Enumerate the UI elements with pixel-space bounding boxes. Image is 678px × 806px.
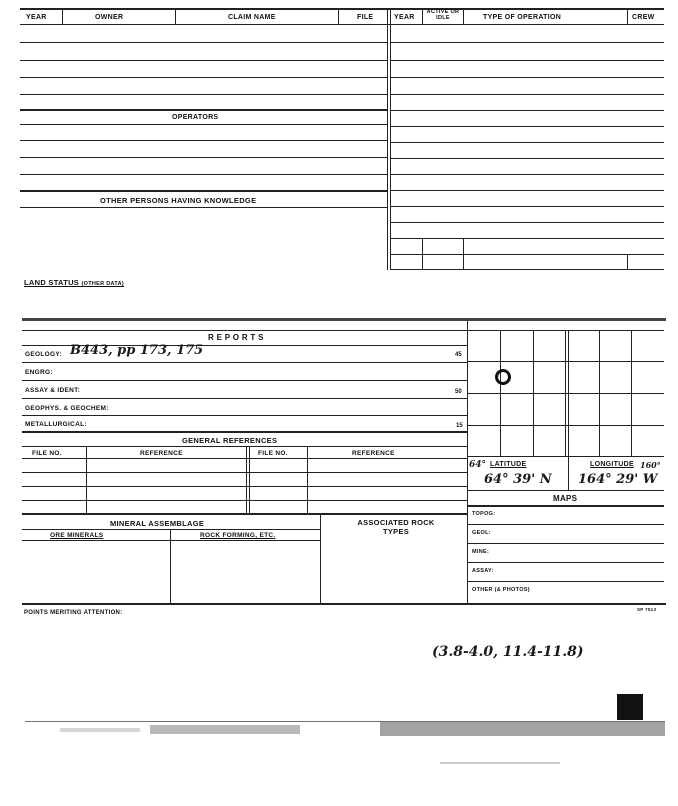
reports-title: R E P O R T S [208,333,264,342]
divider [175,10,176,24]
row-rule [468,543,664,544]
header-active-or-idle: ACTIVE OR IDLE [426,9,460,21]
row-rule [20,157,387,158]
grid-line [468,425,664,426]
associated-rock-types: ASSOCIATED ROCK TYPES [357,518,435,536]
location-marker-icon [495,369,511,385]
longitude-label: LONGITUDE [590,461,634,468]
section-rule [22,431,468,433]
lon-prefix: 160° [640,460,661,470]
row-rule [22,529,320,530]
gen-ref-header-file-2: FILE NO. [258,450,288,457]
row-rule [20,60,387,61]
header-crew: CREW [632,14,655,21]
maps-geol: GEOL: [472,530,491,536]
maps-topog: TOPOG: [472,511,496,517]
row-rule [20,77,387,78]
grid-line [468,330,664,331]
divider [422,10,423,24]
section-rule [20,190,387,192]
header-bottom-rule [20,24,664,25]
row-rule [22,380,468,381]
row-rule [391,254,664,255]
row-rule [20,124,387,125]
table-top-border [20,8,664,10]
divider [307,446,308,513]
assay-code: 50 [455,389,462,395]
row-rule [391,269,664,270]
form-code: SP 7513 [637,607,657,612]
divider [320,515,321,604]
divider [463,238,464,270]
gen-ref-header-ref-2: REFERENCE [352,450,395,457]
divider [627,254,628,270]
divider [338,10,339,24]
section-rule [22,513,468,515]
divider [627,10,628,24]
land-status-text: LAND STATUS [24,278,80,287]
row-rule [22,486,468,487]
geology-code: 45 [455,352,462,358]
geology-label: GEOLOGY: [25,351,62,358]
row-rule [22,540,320,541]
row-rule [391,142,664,143]
row-rule [391,60,664,61]
row-rule [391,222,664,223]
divider [246,446,247,513]
row-rule [22,458,468,459]
metallurgical-label: METALLURGICAL: [25,421,87,428]
section-rule [20,109,387,111]
row-rule [20,94,387,95]
row-rule [22,362,468,363]
latitude-label: LATITUDE [490,461,527,468]
header-file: FILE [357,14,374,21]
engrg-label: ENGRG: [25,369,53,376]
divider [170,529,171,604]
land-status-label [24,278,124,287]
maps-other: OTHER (& PHOTOS) [472,587,530,593]
metallurgical-code: 15 [456,423,463,429]
row-rule [391,174,664,175]
row-rule [22,500,468,501]
header-claim-name: CLAIM NAME [228,14,276,21]
row-rule [22,330,468,331]
row-rule [468,505,664,507]
points-meriting-attention: POINTS MERITING ATTENTION: [24,610,123,616]
geophys-label: GEOPHYS. & GEOCHEM: [25,405,109,412]
geology-value: B443, pp 173, 175 [70,343,204,358]
section-bottom-rule [22,603,666,605]
row-rule [391,126,664,127]
header-year: YEAR [26,14,47,21]
maps-assay: ASSAY: [472,568,494,574]
grid-line [468,393,664,394]
lat-prefix: 64° [469,460,487,470]
ore-minerals-header: ORE MINERALS [50,532,104,539]
maps-title: MAPS [553,494,578,503]
row-rule [391,238,664,239]
divider [86,446,87,513]
center-divider [390,8,391,270]
reports-top-border [22,318,666,321]
grid-line [568,330,569,490]
grid-line [468,456,664,457]
row-rule [468,490,664,491]
operators-heading: OPERATORS [172,114,219,121]
mineral-title: MINERAL ASSEMBLAGE [110,519,205,528]
row-rule [391,110,664,111]
divider [422,238,423,270]
maps-mine: MINE: [472,549,490,555]
row-rule [391,190,664,191]
row-rule [20,174,387,175]
header-owner: OWNER [95,14,124,21]
row-rule [20,42,387,43]
assay-label: ASSAY & IDENT: [25,387,81,394]
latitude-value: 64° 39' N [484,472,552,487]
row-rule [22,415,468,416]
divider [463,10,464,24]
row-rule [391,158,664,159]
handwritten-note: (3.8-4.0, 11.4-11.8) [432,644,584,660]
rock-forming-header: ROCK FORMING, ETC. [200,532,276,539]
row-rule [468,524,664,525]
row-rule [391,206,664,207]
center-divider [387,8,388,270]
row-rule [468,581,664,582]
row-rule [391,77,664,78]
row-rule [20,140,387,141]
row-rule [20,207,387,208]
row-rule [22,446,468,447]
row-rule [468,562,664,563]
header-type-of-operation: TYPE OF OPERATION [483,14,562,21]
row-rule [391,42,664,43]
header-year-2: YEAR [394,14,415,21]
divider [62,10,63,24]
row-rule [391,94,664,95]
row-rule [22,472,468,473]
other-persons-heading: OTHER PERSONS HAVING KNOWLEDGE [100,196,257,205]
land-status-sub: (OTHER DATA) [81,281,124,287]
divider [249,446,250,513]
gen-ref-header-file-1: FILE NO. [32,450,62,457]
gen-ref-header-ref-1: REFERENCE [140,450,183,457]
grid-line [468,361,664,362]
row-rule [22,398,468,399]
general-refs-title: GENERAL REFERENCES [182,436,278,445]
longitude-value: 164° 29' W [578,472,658,487]
